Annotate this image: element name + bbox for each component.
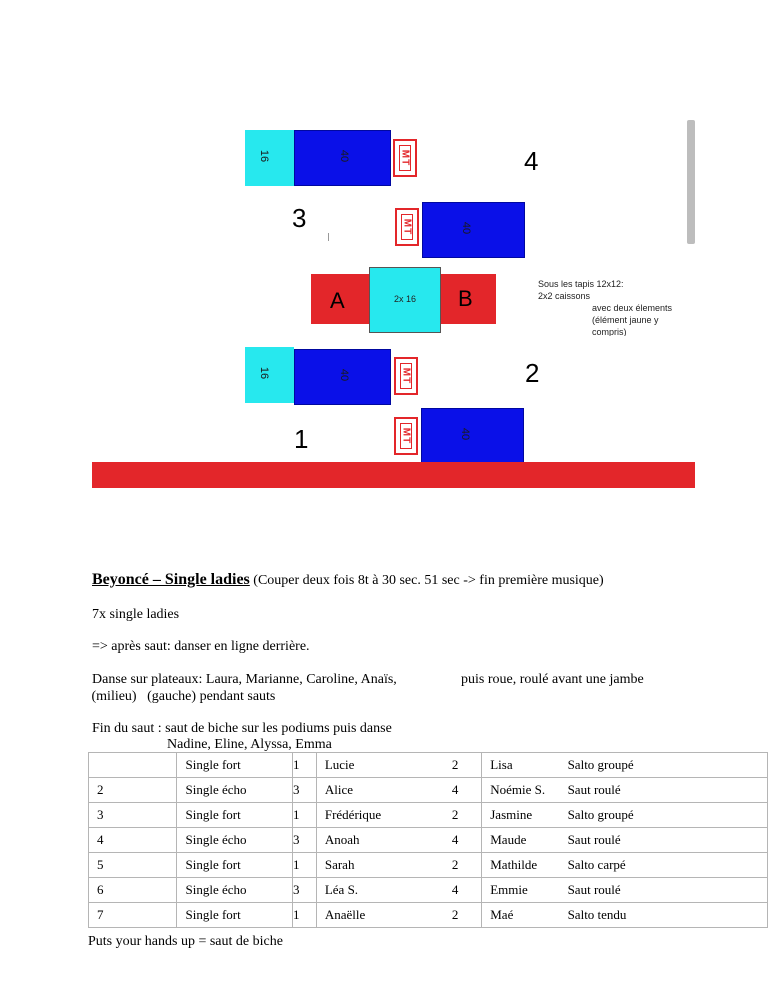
table-cell: Anaëlle [316, 903, 444, 928]
cyan-mat-top-label: 16 [258, 149, 271, 163]
table-cell: 2 [444, 903, 482, 928]
table-cell: 4 [444, 778, 482, 803]
mat-note-line-1: Sous les tapis 12x12: [538, 279, 624, 289]
table-cell: Sarah [316, 853, 444, 878]
blue-mat-4 [421, 408, 524, 464]
table-cell: 2 [89, 778, 177, 803]
blue-mat-2-label: 40 [460, 221, 473, 235]
table-cell: 3 [292, 778, 316, 803]
table-cell: Emmie [482, 878, 560, 903]
table-row [89, 828, 768, 853]
blue-mat-4-label: 40 [459, 427, 472, 441]
station-4-label: 4 [524, 146, 539, 176]
table-cell: Single écho [177, 878, 292, 903]
table-cell: 1 [292, 853, 316, 878]
table-cell: Noémie S. [482, 778, 560, 803]
table-cell: 3 [292, 878, 316, 903]
table-cell: 2 [444, 803, 482, 828]
text-line-4b: Nadine, Eline, Alyssa, Emma [167, 737, 332, 752]
table-cell: Frédérique [316, 803, 444, 828]
mt-mat-4: MT [394, 417, 418, 455]
table-cell: Salto carpé [560, 853, 768, 878]
blue-mat-2 [422, 202, 525, 258]
table-cell: Saut roulé [560, 828, 768, 853]
blue-mat-top-label: 40 [338, 149, 351, 163]
cyan-mat-mid-label: 16 [258, 366, 271, 380]
song-title: Beyoncé – Single ladies [92, 571, 250, 588]
text-line-3b: (milieu) (gauche) pendant sauts [88, 689, 276, 704]
small-mark [328, 233, 329, 241]
table-cell: 2 [444, 853, 482, 878]
table-cell: Maude [482, 828, 560, 853]
table-cell: Single fort [177, 753, 292, 778]
table-row [89, 878, 768, 903]
table-cell: Saut roulé [560, 878, 768, 903]
text-line-3c: puis roue, roulé avant une jambe [461, 672, 644, 687]
table-cell [89, 753, 177, 778]
table-cell: 2 [444, 753, 482, 778]
table-cell: Maé [482, 903, 560, 928]
table-row [89, 853, 768, 878]
song-title-note: (Couper deux fois 8t à 30 sec. 51 sec -> fin première musique) [249, 573, 604, 588]
red-floor-bar [92, 462, 695, 488]
text-line-2: => après saut: danser en ligne derrière. [92, 639, 310, 654]
mat-note [538, 278, 688, 336]
footer-note: Puts your hands up = saut de biche [88, 934, 283, 949]
text-line-1: 7x single ladies [92, 607, 180, 622]
table-cell: 7 [89, 903, 177, 928]
text-line-4a: Fin du saut : saut de biche sur les podiums puis danse [92, 721, 392, 736]
table-cell: Salto groupé [560, 803, 768, 828]
table-cell: Léa S. [316, 878, 444, 903]
table-cell: 4 [444, 828, 482, 853]
station-3-label: 3 [292, 203, 307, 233]
table-cell: Mathilde [482, 853, 560, 878]
table-cell: Single fort [177, 803, 292, 828]
table-cell: Single fort [177, 853, 292, 878]
table-cell: 1 [292, 753, 316, 778]
table-cell: Jasmine [482, 803, 560, 828]
table-cell: 4 [444, 878, 482, 903]
block-b-label: B [458, 286, 473, 311]
mat-note-line-5: compris) [592, 327, 627, 336]
table-cell: Single fort [177, 903, 292, 928]
station-2-label: 2 [525, 358, 540, 388]
table-row [89, 778, 768, 803]
mat-note-line-2: 2x2 caissons [538, 291, 591, 301]
table-cell: 4 [89, 828, 177, 853]
mat-note-line-3: avec deux élements [592, 303, 673, 313]
table-cell: Salto tendu [560, 903, 768, 928]
scrollbar[interactable] [687, 120, 695, 244]
table-cell: 3 [89, 803, 177, 828]
table-row [89, 753, 768, 778]
table-cell: 1 [292, 903, 316, 928]
table-cell: Lisa [482, 753, 560, 778]
table-row [89, 903, 768, 928]
text-line-3a: Danse sur plateaux: Laura, Marianne, Caroline, Anaïs, [92, 672, 397, 687]
jump-table [88, 752, 768, 928]
mt-mat-1: MT [393, 139, 417, 177]
table-cell: Alice [316, 778, 444, 803]
table-cell: 1 [292, 803, 316, 828]
table-cell: 6 [89, 878, 177, 903]
table-row [89, 803, 768, 828]
table-cell: Saut roulé [560, 778, 768, 803]
mt-mat-2: MT [395, 208, 419, 246]
mat-note-line-4: (élément jaune y [592, 315, 659, 325]
table-cell: Single écho [177, 778, 292, 803]
mt-mat-3: MT [394, 357, 418, 395]
station-1-label: 1 [294, 424, 309, 454]
table-cell: Single écho [177, 828, 292, 853]
table-cell: Anoah [316, 828, 444, 853]
block-a-label: A [330, 288, 345, 313]
center-box-label: 2x 16 [394, 294, 417, 304]
section-title [92, 571, 604, 589]
table-cell: 5 [89, 853, 177, 878]
table-cell: Salto groupé [560, 753, 768, 778]
table-cell: 3 [292, 828, 316, 853]
table-cell: Lucie [316, 753, 444, 778]
blue-mat-3-label: 40 [338, 368, 351, 382]
